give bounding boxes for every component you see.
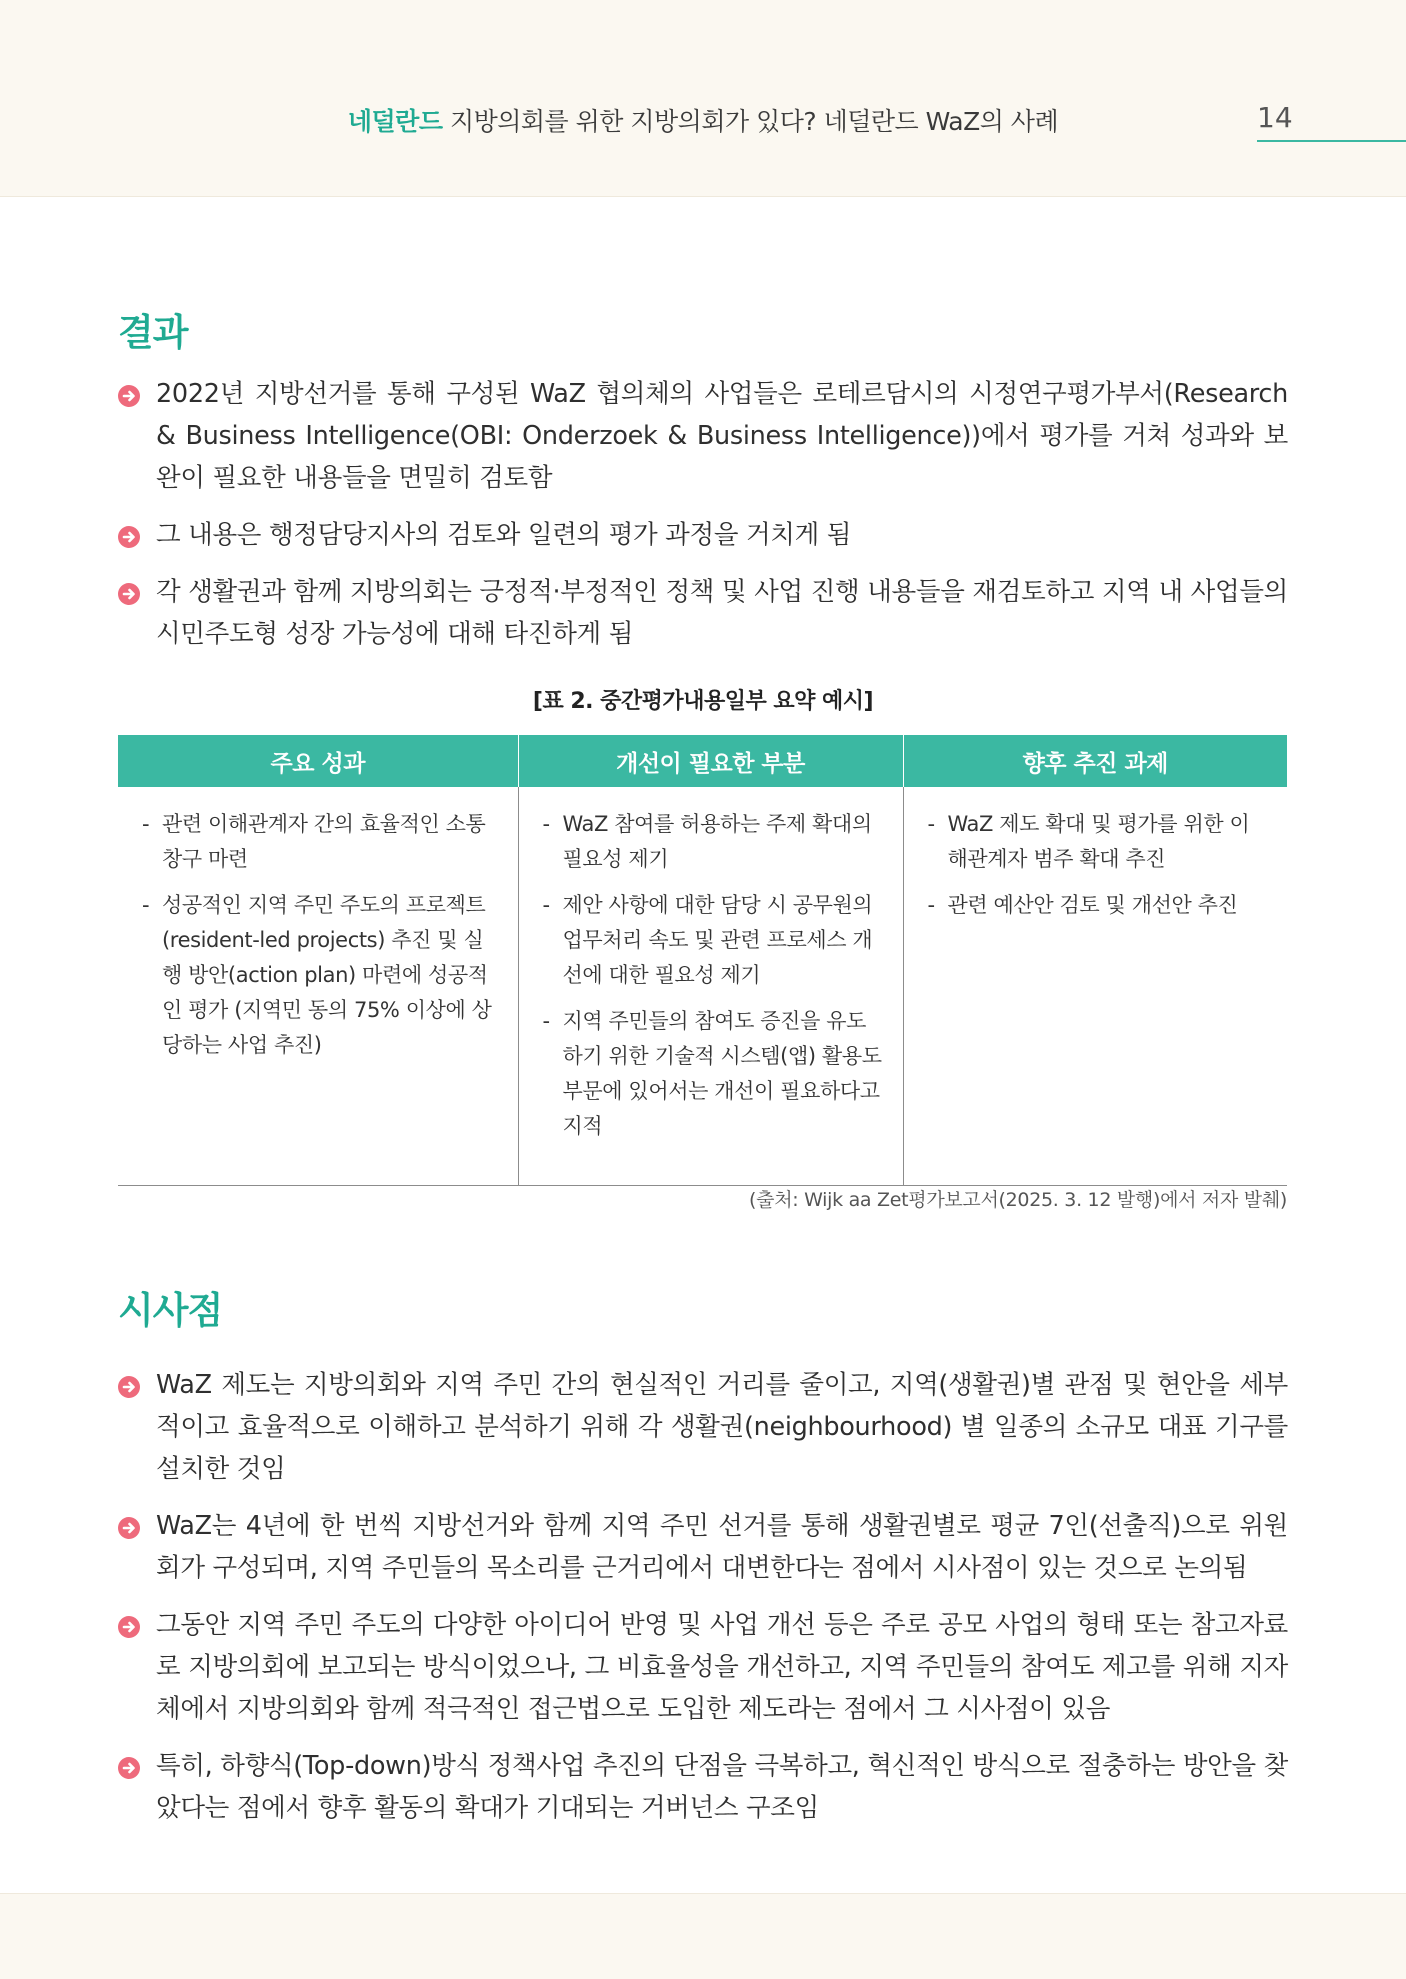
- table-header-achievements: 주요 성과: [118, 735, 518, 787]
- implications-bullet: [118, 1745, 1288, 1829]
- evaluation-table: [118, 735, 1287, 1186]
- table-item: - 관련 예산안 검토 및 개선안 추진: [928, 888, 1270, 923]
- implications-bullet-text: 특히, 하향식(Top-down)방식 정책사업 추진의 단점을 극복하고, 혁신적인 방식으로 절충하는 방안을 찾았다는 점에서 향후 활동의 확대가 기대되는 거버넌스 구조임: [156, 1751, 1288, 1823]
- table-item: - 지역 주민들의 참여도 증진을 유도하기 위한 기술적 시스템(앱) 활용도 부문에 있어서는 개선이 필요하다고 지적: [543, 1004, 885, 1144]
- running-header: [0, 102, 1406, 138]
- table-cell-achievements: [118, 787, 518, 1185]
- results-title: 결과: [118, 311, 188, 354]
- table-cell-future-tasks: [903, 787, 1287, 1185]
- implications-bullet: [118, 1505, 1288, 1589]
- implications-bullet-text: 그동안 지역 주민 주도의 다양한 아이디어 반영 및 사업 개선 등은 주로 공모 사업의 형태 또는 참고자료로 지방의회에 보고되는 방식이었으나, 그 비효율성을 개선하고, 지역 주민들의 참여도 제고를 위해 지자체에서 지방의회와 함께 적극적인 접근법으로 도입한 제도라는 점에서 그 시사점이 있음: [156, 1610, 1288, 1724]
- implications-bullet-text: WaZ는 4년에 한 번씩 지방선거와 함께 지역 주민 선거를 통해 생활권별로 평균 7인(선출직)으로 위원회가 구성되며, 지역 주민들의 목소리를 근거리에서 대변한다는 점에서 시사점이 있는 것으로 논의됨: [156, 1511, 1288, 1583]
- arrow-bullet-icon: [118, 1376, 140, 1398]
- implications-bullet: [118, 1364, 1288, 1490]
- implications-bullet-text: WaZ 제도는 지방의회와 지역 주민 간의 현실적인 거리를 줄이고, 지역(생활권)별 관점 및 현안을 세부적이고 효율적으로 이해하고 분석하기 위해 각 생활권(neighbourhood) 별 일종의 소규모 대표 기구를 설치한 것임: [156, 1370, 1288, 1484]
- page-number: 14: [1257, 101, 1293, 134]
- page-number-underline: [1257, 140, 1406, 142]
- footer-band: [0, 1893, 1406, 1979]
- arrow-bullet-icon: [118, 526, 140, 548]
- results-bullet-text: 각 생활권과 함께 지방의회는 긍정적·부정적인 정책 및 사업 진행 내용들을 재검토하고 지역 내 사업들의 시민주도형 성장 가능성에 대해 타진하게 됨: [156, 577, 1288, 649]
- table-item: - 성공적인 지역 주민 주도의 프로젝트(resident-led projects) 추진 및 실행 방안(action plan) 마련에 성공적인 평가 (지역민 동의 75% 이상에 상당하는 사업 추진): [142, 888, 500, 1063]
- results-list: [118, 373, 1288, 670]
- table-source-note: (출처: Wijk aa Zet평가보고서(2025. 3. 12 발행)에서 저자 발췌): [749, 1189, 1287, 1211]
- implications-list: [118, 1364, 1288, 1844]
- results-bullet-text: 2022년 지방선거를 통해 구성된 WaZ 협의체의 사업들은 로테르담시의 시정연구평가부서(Research & Business Intelligence(OBI: Onderzoek & Business Intelligence))에서 평가를 거쳐 성과와 보완이 필요한 내용들을 면밀히 검토함: [156, 379, 1288, 493]
- results-bullet: [118, 571, 1288, 655]
- table-header-improvements: 개선이 필요한 부분: [518, 735, 903, 787]
- arrow-bullet-icon: [118, 1616, 140, 1638]
- table-item: - WaZ 참여를 허용하는 주제 확대의 필요성 제기: [543, 807, 885, 877]
- table-item: - 관련 이해관계자 간의 효율적인 소통 창구 마련: [142, 807, 500, 877]
- implications-title: 시사점: [118, 1289, 223, 1332]
- implications-bullet: [118, 1604, 1288, 1730]
- header-accent: 네덜란드: [347, 107, 443, 136]
- results-bullet: [118, 514, 1288, 556]
- table-item: - WaZ 제도 확대 및 평가를 위한 이해관계자 범주 확대 추진: [928, 807, 1270, 877]
- arrow-bullet-icon: [118, 1517, 140, 1539]
- table-cell-improvements: [518, 787, 903, 1185]
- table-item: - 제안 사항에 대한 담당 시 공무원의 업무처리 속도 및 관련 프로세스 개선에 대한 필요성 제기: [543, 888, 885, 993]
- table-header-future-tasks: 향후 추진 과제: [903, 735, 1287, 787]
- arrow-bullet-icon: [118, 1757, 140, 1779]
- table-caption: [표 2. 중간평가내용일부 요약 예시]: [532, 689, 874, 714]
- results-bullet-text: 그 내용은 행정담당지사의 검토와 일련의 평가 과정을 거치게 됨: [156, 520, 852, 550]
- arrow-bullet-icon: [118, 583, 140, 605]
- header-title-text: 지방의회를 위한 지방의회가 있다? 네덜란드 WaZ의 사례: [449, 107, 1059, 136]
- header-band: [0, 0, 1406, 197]
- arrow-bullet-icon: [118, 385, 140, 407]
- results-bullet: [118, 373, 1288, 499]
